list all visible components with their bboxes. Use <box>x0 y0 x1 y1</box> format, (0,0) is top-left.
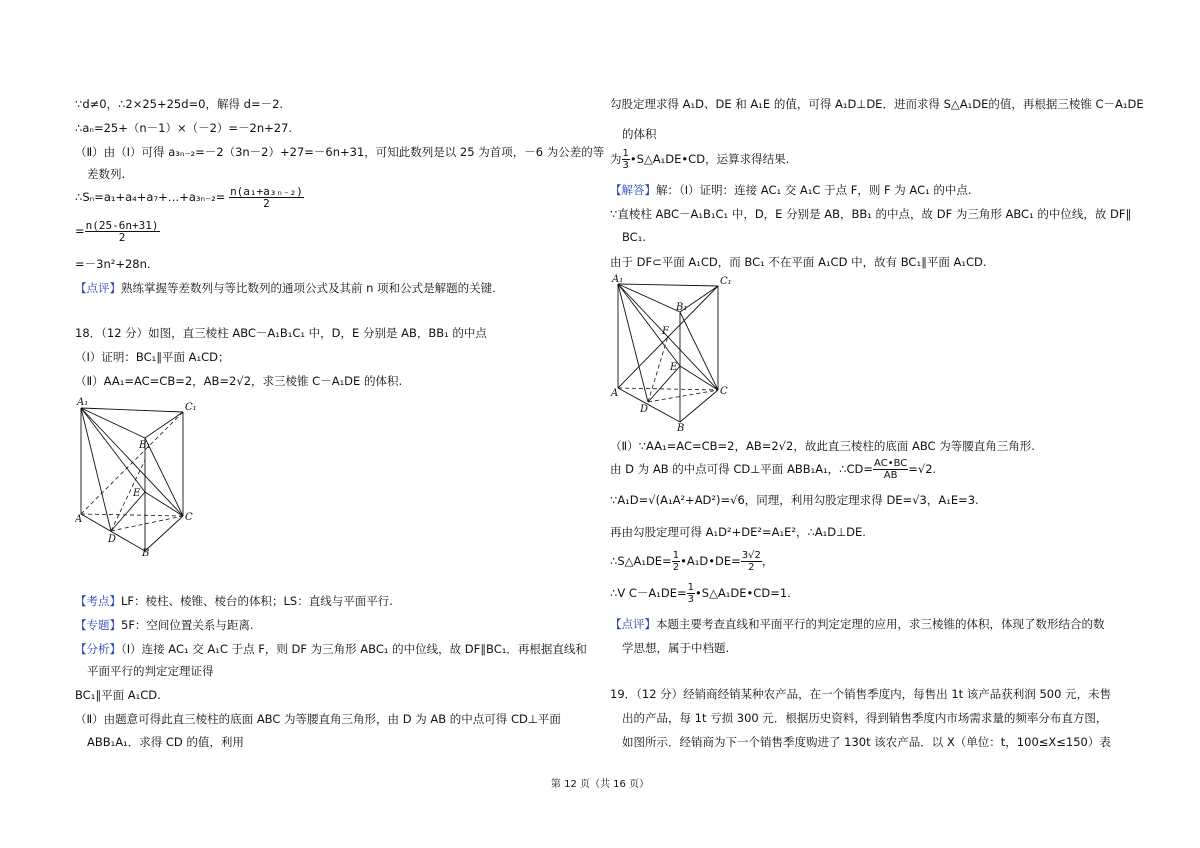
formula-line <box>75 220 160 243</box>
numerator: n(a₁+a₃ₙ₋₂) <box>230 185 303 198</box>
label-a1: A₁ <box>77 397 89 408</box>
formula-suffix: •S△A₁DE•CD，运算求得结果. <box>629 152 790 166</box>
text-line: ∵d≠0，∴2×25+25d=0，解得 d=－2. <box>75 97 284 111</box>
denominator: 2 <box>748 562 755 573</box>
prism-figure-right <box>610 274 740 434</box>
formula-prefix: ∴S△A₁DE= <box>610 554 672 568</box>
comment-tag: 【点评】 <box>75 281 121 295</box>
text-line: ∵直棱柱 ABC－A₁B₁C₁ 中，D，E 分别是 AB，BB₁ 的中点，故 DF 为三角形 ABC₁ 的中位线，故 DF∥ <box>610 207 1132 221</box>
numerator: 3√2 <box>741 550 761 561</box>
kaodian-tag: 【考点】 <box>75 594 121 608</box>
label-c: C <box>185 512 193 523</box>
text-line: （Ⅱ）∵AA₁=AC=CB=2，AB=2√2，故此直三棱柱的底面 ABC 为等腰直角三角形. <box>610 439 1035 453</box>
fenxi-tag: 【分析】 <box>75 642 121 656</box>
jieda-text: 解：（Ⅰ）证明：连接 AC₁ 交 A₁C 于点 F，则 F 为 AC₁ 的中点. <box>656 183 972 197</box>
denominator: 3 <box>687 594 694 605</box>
label-d: D <box>640 404 649 415</box>
comment-text: 本题主要考查直线和平面平行的判定定理的应用，求三棱锥的体积，体现了数形结合的数 <box>656 617 1105 631</box>
kaodian-text: LF：棱柱、棱锥、棱台的体积；LS：直线与平面平行. <box>121 594 393 608</box>
fenxi-text: （Ⅰ）连接 AC₁ 交 A₁C 于点 F，则 DF 为三角形 ABC₁ 的中位线，故 DF∥BC₁．再根据直线和 <box>121 642 587 656</box>
text-line: ABB₁A₁．求得 CD 的值，利用 <box>87 735 244 749</box>
numerator: 1 <box>622 148 629 159</box>
formula-prefix: ∴Sₙ=a₁+a₄+a₇+…+a₃ₙ₋₂= <box>75 190 226 204</box>
label-c1: C₁ <box>185 402 197 413</box>
question-19-line: 如图所示．经销商为下一个销售季度购进了 130t 该农产品．以 X（单位：t，100≤X≤150）表 <box>622 735 1111 749</box>
formula-prefix: 为 <box>610 152 622 166</box>
denominator: 2 <box>672 562 680 573</box>
text-line: BC₁∥平面 A₁CD. <box>75 688 161 702</box>
denominator: 2 <box>118 231 126 244</box>
question-18-part2: （Ⅱ）AA₁=AC=CB=2，AB=2√2，求三棱锥 C－A₁DE 的体积. <box>75 374 403 388</box>
numerator: 1 <box>672 550 680 561</box>
formula-prefix: 由 D 为 AB 的中点可得 CD⊥平面 ABB₁A₁，∴CD= <box>610 462 874 476</box>
label-b1: B₁ <box>139 440 151 451</box>
text-line: 勾股定理求得 A₁D、DE 和 A₁E 的值，可得 A₁D⊥DE．进而求得 S△A₁DE的值，再根据三棱锥 C－A₁DE <box>610 97 1144 111</box>
zhuanti-line <box>75 617 254 633</box>
fraction <box>687 582 695 605</box>
label-d: D <box>108 534 117 545</box>
fraction <box>229 186 304 209</box>
formula-suffix: =√2. <box>908 462 937 476</box>
text-line: 差数列. <box>87 167 126 181</box>
label-b1: B₁ <box>676 302 688 313</box>
numerator: AC•BC <box>874 458 908 469</box>
formula-prefix: ∴V C－A₁DE= <box>610 586 687 600</box>
denominator: 2 <box>263 197 270 210</box>
label-a: A <box>75 514 83 525</box>
text-line: 学思想，属于中档题. <box>622 641 730 655</box>
label-c1: C₁ <box>720 276 732 287</box>
text-line: （Ⅱ）由（Ⅰ）可得 a₃ₙ₋₂=－2（3n－2）+27=－6n+31，可知此数列是以 25 为首项，－6 为公差的等 <box>75 145 605 159</box>
numerator: 1 <box>687 582 694 593</box>
label-f: F <box>662 326 669 337</box>
question-18-part1: （Ⅰ）证明：BC₁∥平面 A₁CD； <box>75 350 230 364</box>
text-line: 平面平行的判定定理证得 <box>87 664 214 678</box>
denominator: 3 <box>622 160 629 171</box>
fraction <box>622 148 630 171</box>
fraction <box>672 550 680 573</box>
formula-mid: •A₁D•DE= <box>680 554 741 568</box>
formula-line <box>610 582 791 605</box>
question-19-line: 19．（12 分）经销商经销某种农产品，在一个销售季度内，每售出 1t 该产品获利润 500 元，未售 <box>610 687 1112 701</box>
text-line: 再由勾股定理可得 A₁D²+DE²=A₁E²，∴A₁D⊥DE. <box>610 525 866 539</box>
label-e: E <box>133 488 141 499</box>
fraction <box>873 458 908 481</box>
numerator: n(25-6n+31) <box>85 219 159 232</box>
text-line: ∴aₙ=25+（n－1）×（－2）=－2n+27. <box>75 121 293 135</box>
jieda-line <box>610 182 972 198</box>
prism-figure-left <box>75 396 205 556</box>
fenxi-line <box>75 641 587 657</box>
kaodian-line <box>75 593 393 609</box>
formula-line <box>610 458 936 481</box>
denominator: AB <box>883 470 898 481</box>
question-18-title: 18．（12 分）如图，直三棱柱 ABC－A₁B₁C₁ 中，D，E 分别是 AB，BB₁ 的中点 <box>75 326 487 340</box>
comment-text: 熟练掌握等差数列与等比数列的通项公式及其前 n 项和公式是解题的关键. <box>121 281 496 295</box>
jieda-tag: 【解答】 <box>610 183 656 197</box>
label-e: E <box>670 362 678 373</box>
text-line: 由于 DF⊂平面 A₁CD，而 BC₁ 不在平面 A₁CD 中，故有 BC₁∥平面 A₁CD. <box>610 255 987 269</box>
text-line: 的体积 <box>622 127 657 141</box>
fraction <box>85 220 160 243</box>
label-b: B <box>142 548 150 556</box>
text-line: BC₁. <box>622 230 646 244</box>
zhuanti-tag: 【专题】 <box>75 618 121 632</box>
comment-line <box>610 616 1105 632</box>
text-line: （Ⅱ）由题意可得此直三棱柱的底面 ABC 为等腰直角三角形，由 D 为 AB 的中点可得 CD⊥平面 <box>75 712 561 726</box>
fraction <box>741 550 762 573</box>
text-line: =－3n²+28n. <box>75 257 151 271</box>
comment-tag: 【点评】 <box>610 617 656 631</box>
comment-line <box>75 280 496 296</box>
label-b: B <box>677 423 685 434</box>
question-19-line: 出的产品，每 1t 亏损 300 元．根据历史资料，得到销售季度内市场需求量的频率分布直方图， <box>622 711 1108 725</box>
formula-line <box>610 148 789 171</box>
formula-prefix: = <box>75 224 85 238</box>
formula-suffix: •S△A₁DE•CD=1. <box>694 586 791 600</box>
page-footer: 第 12 页（共 16 页） <box>550 779 650 790</box>
label-a: A <box>611 388 619 399</box>
formula-suffix: ， <box>761 554 774 568</box>
label-a1: A₁ <box>612 274 624 285</box>
zhuanti-text: 5F：空间位置关系与距离. <box>121 618 254 632</box>
label-c: C <box>720 386 728 397</box>
text-line: ∵A₁D=√(A₁A²+AD²)=√6，同理，利用勾股定理求得 DE=√3，A₁E=3. <box>610 493 979 507</box>
formula-line <box>610 550 773 573</box>
formula-line <box>75 186 304 209</box>
